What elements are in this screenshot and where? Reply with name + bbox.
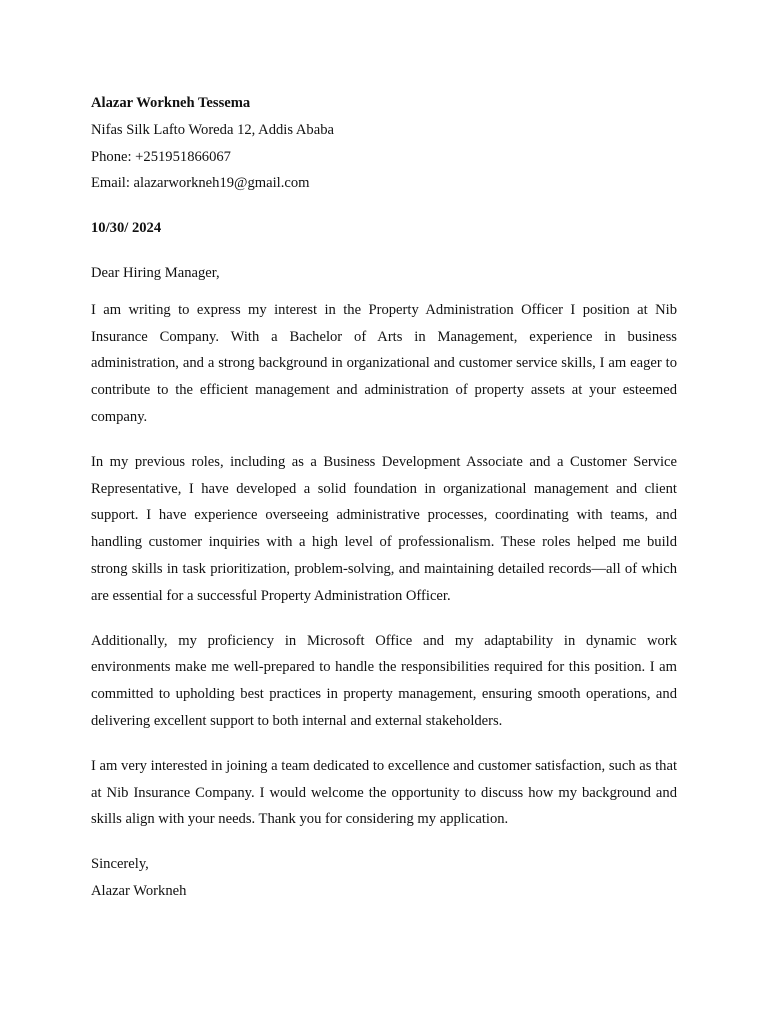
body-paragraph-4: I am very interested in joining a team dedicated to excellence and customer satisfaction, such as that at Nib Insurance Company. I would welcome the opportunity to discuss how my background and skills align with your needs. Thank you for considering my application. [91,757,677,828]
salutation: Dear Hiring Manager, [91,264,220,281]
letter-page [91,90,677,905]
closing-block [91,851,677,905]
sender-name: Alazar Workneh Tessema [91,95,251,111]
sender-address: Nifas Silk Lafto Woreda 12, Addis Ababa [91,121,334,138]
signature-name: Alazar Workneh [91,882,187,899]
letter-body [91,297,677,833]
letter-date: 10/30/ 2024 [91,220,162,237]
sender-email: Email: alazarworkneh19@gmail.com [91,175,310,192]
body-paragraph-3: Additionally, my proficiency in Microsoft Office and my adaptability in dynamic work environments make me well-prepared to handle the responsibilities required for this position. I am committed to upholding best practices in property management, ensuring smooth operations, and delivering excellent support to both internal and external stakeholders. [91,632,677,729]
body-paragraph-2: In my previous roles, including as a Business Development Associate and a Customer Service Representative, I have developed a solid foundation in organizational management and client support. I have experience overseeing administrative processes, coordinating with teams, and handling customer inquiries with a high level of professionalism. These roles helped me build strong skills in task prioritization, problem-solving, and maintaining detailed records—all of which are essential for a successful Property Administration Officer. [91,453,677,604]
valediction: Sincerely, [91,856,149,873]
body-paragraph-1: I am writing to express my interest in the Property Administration Officer I position at Nib Insurance Company. With a Bachelor of Arts in Management, experience in business administration, and a strong background in organizational and customer service skills, I am eager to contribute to the efficient management and administration of property assets at your esteemed company. [91,301,677,425]
sender-block [91,90,677,197]
sender-phone: Phone: +251951866067 [91,148,231,165]
